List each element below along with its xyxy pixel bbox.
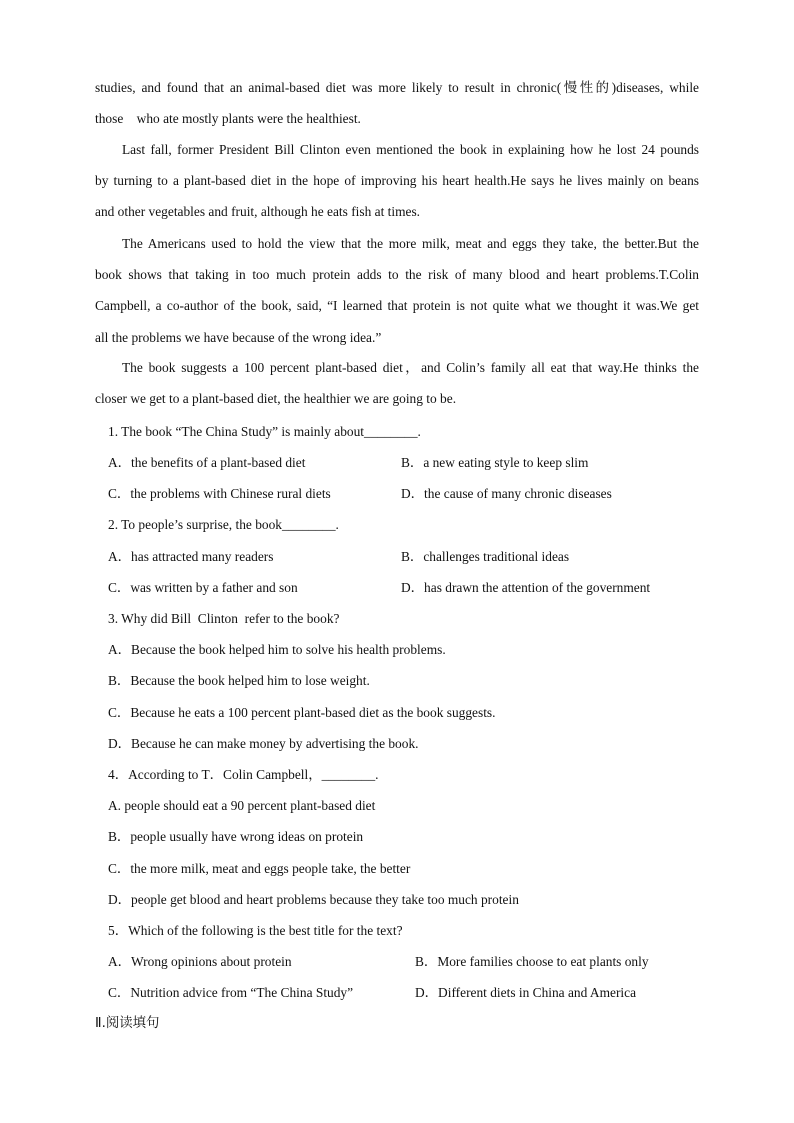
question-1-option-d: D．the cause of many chronic diseases [401,486,612,501]
question-1-stem: 1. The book “The China Study” is mainly about________. [108,424,421,439]
question-2-option-b: B．challenges traditional ideas [401,549,570,564]
text-line: studies, and found that an animal-based diet was more likely to result in chronic(慢性的)diseases, while [95,80,699,95]
text-line: closer we get to a plant-based diet, the healthier we are going to be. [95,391,457,407]
question-4-option-b: B．people usually have wrong ideas on protein [108,829,364,844]
question-1-option-a: A．the benefits of a plant-based diet [108,455,306,470]
text-line: Last fall, former President Bill Clinton even mentioned the book in explaining how he lost 24 pounds [122,142,699,157]
text-line: by turning to a plant-based diet in the hope of improving his heart health.He says he lives mainly on beans [95,173,699,189]
question-1-option-b: B．a new eating style to keep slim [401,455,589,470]
question-5-option-c: C．Nutrition advice from “The China Study” [108,985,354,1000]
question-2-option-c: C．was written by a father and son [108,580,298,595]
text-line: The book suggests a 100 percent plant-based diet，and Colin’s family all eat that way.He thinks the [122,360,699,375]
question-5-option-b: B．More families choose to eat plants only [415,954,649,969]
question-3-option-a: A．Because the book helped him to solve his health problems. [108,642,446,657]
question-3-option-b: B．Because the book helped him to lose weight. [108,673,370,688]
question-5-option-d: D．Different diets in China and America [415,985,637,1000]
question-5-stem: 5．Which of the following is the best title for the text? [108,923,403,938]
question-4-option-c: C．the more milk, meat and eggs people take, the better [108,861,411,876]
question-3-stem: 3. Why did Bill Clinton refer to the book? [108,611,340,626]
question-2-option-a: A．has attracted many readers [108,549,274,564]
question-4-option-a: A. people should eat a 90 percent plant-based diet [108,798,376,813]
text-line: all the problems we have because of the wrong idea.” [95,329,382,345]
passage-paragraph-4 [95,352,699,414]
text-line: those who ate mostly plants were the healthiest. [95,111,361,127]
question-3-option-d: D．Because he can make money by advertising the book. [108,736,419,751]
question-2-stem: 2. To people’s surprise, the book________. [108,517,339,532]
passage-paragraph-3 [95,228,699,353]
question-1-option-c: C．the problems with Chinese rural diets [108,486,331,501]
question-4-stem: 4．According to T．Colin Campbell，________. [108,767,379,782]
section-heading: Ⅱ.阅读填句 [95,1016,160,1031]
text-line: The Americans used to hold the view that the more milk, meat and eggs they take, the better.But the [122,236,699,251]
question-4-option-d: D．people get blood and heart problems because they take too much protein [108,892,519,907]
question-5-option-a: A．Wrong opinions about protein [108,954,292,969]
question-3-option-c: C．Because he eats a 100 percent plant-based diet as the book suggests. [108,705,496,720]
passage-paragraph-2 [95,134,699,228]
text-line: Campbell, a co-author of the book, said, “I learned that protein is not quite what we thought it was.We get [95,298,699,314]
text-line: book shows that taking in too much protein adds to the risk of many blood and heart problems.T.Colin [95,267,699,283]
passage-paragraph-1 [95,72,699,134]
text-line: and other vegetables and fruit, although he eats fish at times. [95,204,420,220]
question-2-option-d: D．has drawn the attention of the government [401,580,651,595]
